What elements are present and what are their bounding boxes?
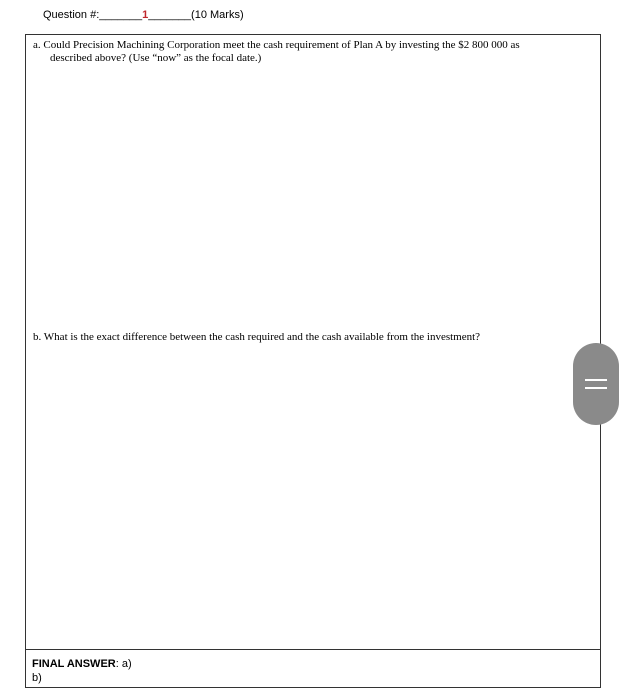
question-b: b. What is the exact difference between the cash required and the cash available from the investment? [33, 331, 481, 343]
final-answer-label: FINAL ANSWER [32, 658, 116, 670]
question-a-line2: described above? (Use “now” as the focal date.) [50, 52, 262, 64]
question-number: 1 [142, 9, 149, 21]
final-answer-a-row [32, 657, 132, 671]
final-answer-divider [26, 649, 600, 650]
drag-handle[interactable] [573, 343, 619, 425]
final-answer-b: b) [32, 672, 42, 684]
question-prefix: Question #:_______ [43, 9, 143, 21]
answer-frame [25, 34, 601, 688]
question-a-line1: a. Could Precision Machining Corporation meet the cash requirement of Plan A by investing the $2 800 000 as [33, 39, 520, 51]
final-answer-section [32, 657, 132, 685]
drag-handle-icon [585, 377, 607, 391]
question-marks: _______(10 Marks) [148, 9, 244, 21]
question-a [33, 39, 589, 65]
final-answer-a: : a) [115, 658, 132, 670]
question-header [43, 9, 244, 21]
